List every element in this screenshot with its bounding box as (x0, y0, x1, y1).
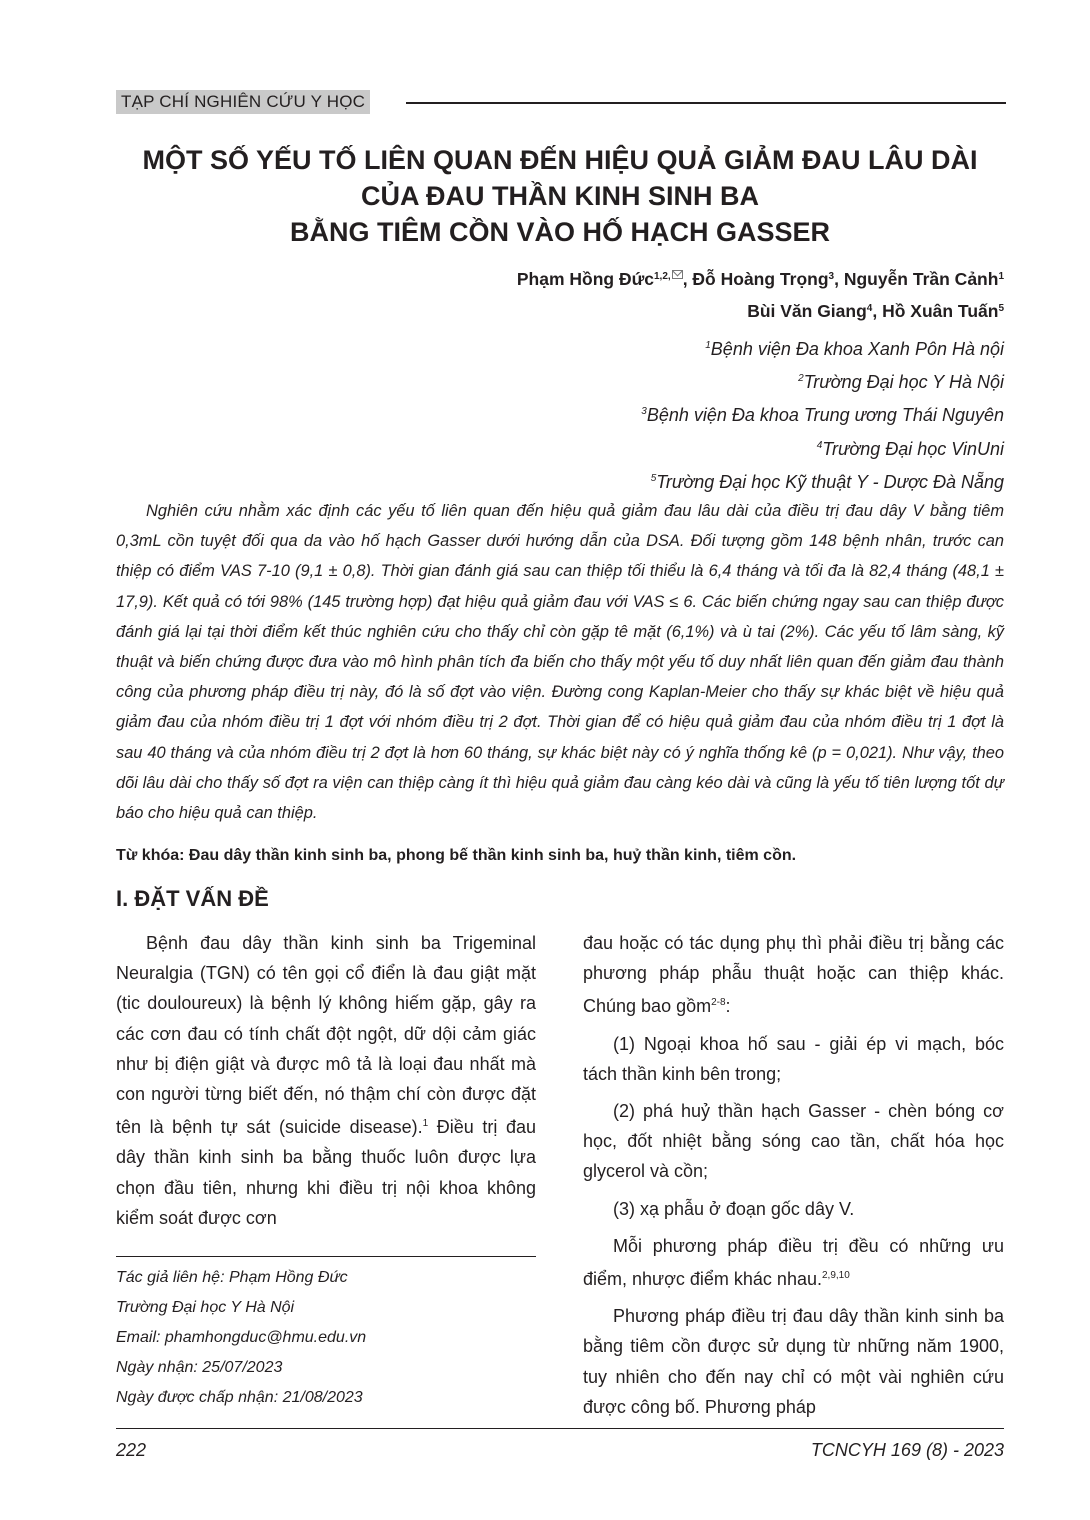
author-name: Phạm Hồng Đức (516, 269, 654, 289)
affiliation-text: Trường Đại học VinUni (822, 438, 1004, 459)
author-sup: 5 (998, 303, 1004, 314)
affiliation (641, 397, 1004, 430)
author-name: Nguyễn Trần Cảnh (843, 269, 999, 289)
list-item: (2) phá huỷ thần hạch Gasser - chèn bóng cơ học, đốt nhiệt bằng sóng cao tần, chất hóa học glycerol và cồn; (583, 1101, 1004, 1182)
envelope-icon (672, 270, 683, 279)
paragraph-text: Điều trị đau dây thần kinh sinh ba bằng thuốc luôn được lựa chọn đầu tiên, nhưng khi điều trị nội khoa không kiểm soát được cơn (116, 1117, 536, 1228)
journal-issue: TCNCYH 169 (8) - 2023 (810, 1440, 1004, 1460)
affiliation (641, 331, 1004, 364)
paragraph (116, 928, 536, 1233)
paragraph (583, 928, 1004, 1022)
affiliation-sup: 2 (798, 373, 804, 385)
corresponding-email: Email: phamhongduc@hmu.edu.vn (116, 1329, 367, 1346)
author-sup: 3 (828, 271, 835, 282)
correspondence-footnote (116, 1263, 536, 1413)
abstract: Nghiên cứu nhằm xác định các yếu tố liên quan đến hiệu quả giảm đau lâu dài của điều trị đau dây V bằng tiêm 0,3mL cồn tuyệt đối qua da vào hố hạch Gasser dưới hướng dẫn của DSA. Đối tượng gồm 148 bệnh nhân, trước can thiệp có điểm VAS 7-10 (9,1 ± 0,8). Thời gian đánh giá sau can thiệp tối thiểu là 6,4 tháng và tối đa là 82,4 tháng (48,1 ± 17,9). Kết quả có tới 98% (145 trường hợp) đạt hiệu quả giảm đau với VAS ≤ 6. Các biến chứng ngay sau can thiệp được đánh giá lại tại thời điểm kết thúc nghiên cứu cho thấy chỉ còn gặp tê mặt (6,1%) và ù tai (2%). Các yếu tố lâm sàng, kỹ thuật và biến chứng được đưa vào mô hình phân tích đa biến cho thấy một yếu tố duy nhất liên quan đến giảm đau thành công của phương pháp điều trị này, đó là số đợt vào viện. Đường cong Kaplan-Meier cho thấy sự khác biệt về hiệu quả giảm đau của nhóm điều trị 1 đợt với nhóm điều trị 2 đợt. Thời gian để có hiệu quả giảm đau của nhóm điều trị 1 đợt là sau 40 tháng và của nhóm điều trị 2 đợt là hơn 60 tháng, sự khác biệt này có ý nghĩa thống kê (p = 0,021). Như vậy, theo dõi lâu dài cho thấy số đợt ra viện can thiệp càng ít thì hiệu quả giảm đau càng kéo dài và cũng là yếu tố tiên lượng tốt dự báo cho hiệu quả can thiệp. (116, 502, 1004, 823)
affiliation-list (641, 331, 1004, 497)
footer-rule (116, 1428, 1004, 1429)
section-heading: I. ĐẶT VẤN ĐỀ (116, 886, 269, 911)
journal-name: TẠP CHÍ NGHIÊN CỨU Y HỌC (116, 90, 370, 114)
paragraph: Phương pháp điều trị đau dây thần kinh sinh ba bằng tiêm cồn được sử dụng từ những năm 1900, tuy nhiên cho đến nay chỉ có một vài nghiên cứu được công bố. Phương pháp (583, 1306, 1004, 1417)
paragraph-text: Bệnh đau dây thần kinh sinh ba Trigeminal Neuralgia (TGN) có tên gọi cổ điển là đau giật mặt (tic douloureux) là bệnh lý không hiếm gặp, gây ra các cơn đau có tính chất đột ngột, dữ dội cảm giác như bị điện giật và được mô tả là loại đau nhất mà con người từng biết đến, nó thậm chí còn được đặt tên là bệnh tự sát (suicide disease). (116, 933, 536, 1138)
article-title (90, 142, 1030, 250)
affiliation (641, 431, 1004, 464)
affiliation-text: Trường Đại học Kỹ thuật Y - Dược Đà Nẵng (656, 471, 1004, 492)
corresponding-author: Tác giả liên hệ: Phạm Hồng Đức (116, 1269, 348, 1286)
author-name: Hồ Xuân Tuấn (882, 301, 999, 321)
affiliation-text: Bệnh viện Đa khoa Trung ương Thái Nguyên (646, 405, 1004, 426)
author-sup: 4 (866, 303, 873, 314)
author-sup: 1 (998, 271, 1004, 282)
citation: 2,9,10 (821, 1270, 850, 1282)
affiliation (641, 364, 1004, 397)
affiliation-sup: 1 (705, 340, 711, 351)
title-line: CỦA ĐAU THẦN KINH SINH BA (361, 181, 759, 211)
affiliation-sup: 3 (641, 406, 647, 418)
journal-header (116, 90, 1006, 114)
paragraph-text: đau hoặc có tác dụng phụ thì phải điều trị bằng các phương pháp phẫu thuật hoặc can thiệp khác. Chúng bao gồm (583, 933, 1004, 1017)
accepted-date: Ngày được chấp nhận: 21/08/2023 (116, 1389, 363, 1406)
author-name: Bùi Văn Giang (747, 301, 867, 321)
paragraph (583, 1231, 1004, 1294)
keywords: Từ khóa: Đau dây thần kinh sinh ba, phong bế thần kinh sinh ba, huỷ thần kinh, tiêm cồn. (116, 847, 797, 864)
page-number: 222 (116, 1440, 147, 1460)
author-line: Bùi Văn Giang$^4$, Hồ Xuân Tuấn$^5$ (747, 301, 1004, 321)
list-item: (3) xạ phẫu ở đoạn gốc dây V. (613, 1198, 855, 1219)
corresponding-institution: Trường Đại học Y Hà Nội (116, 1299, 295, 1316)
left-column (116, 928, 536, 1233)
title-line: MỘT SỐ YẾU TỐ LIÊN QUAN ĐẾN HIỆU QUẢ GIẢM ĐAU LÂU DÀI (142, 145, 978, 175)
footnote-rule (116, 1256, 536, 1257)
list-item: (1) Ngoại khoa hố sau - giải ép vi mạch, bóc tách thần kinh bên trong; (583, 1033, 1004, 1084)
paragraph-text: Mỗi phương pháp điều trị đều có những ưu điểm, nhược điểm khác nhau. (583, 1235, 1004, 1290)
affiliation-text: Trường Đại học Y Hà Nội (803, 372, 1004, 393)
citation: 1 (422, 1118, 429, 1130)
author-sup: 1,2, (654, 271, 671, 282)
citation: 2-8 (711, 997, 726, 1009)
paragraph-text: : (725, 996, 731, 1017)
header-rule (406, 102, 1006, 104)
affiliation-sup: 5 (650, 472, 657, 484)
affiliation (641, 464, 1004, 497)
received-date: Ngày nhận: 25/07/2023 (116, 1359, 283, 1376)
title-line: BẰNG TIÊM CỒN VÀO HỐ HẠCH GASSER (289, 217, 831, 247)
author-line: Phạm Hồng Đức$^{1,2,}$ , Đỗ Hoàng Trọng$^3$, Nguyễn Trần Cảnh$^1$ (516, 269, 1004, 289)
author-list (517, 262, 1004, 326)
author-name: Đỗ Hoàng Trọng (692, 269, 829, 289)
right-column (583, 928, 1004, 1422)
affiliation-text: Bệnh viện Đa khoa Xanh Pôn Hà nội (710, 339, 1004, 359)
affiliation-sup: 4 (816, 439, 823, 451)
